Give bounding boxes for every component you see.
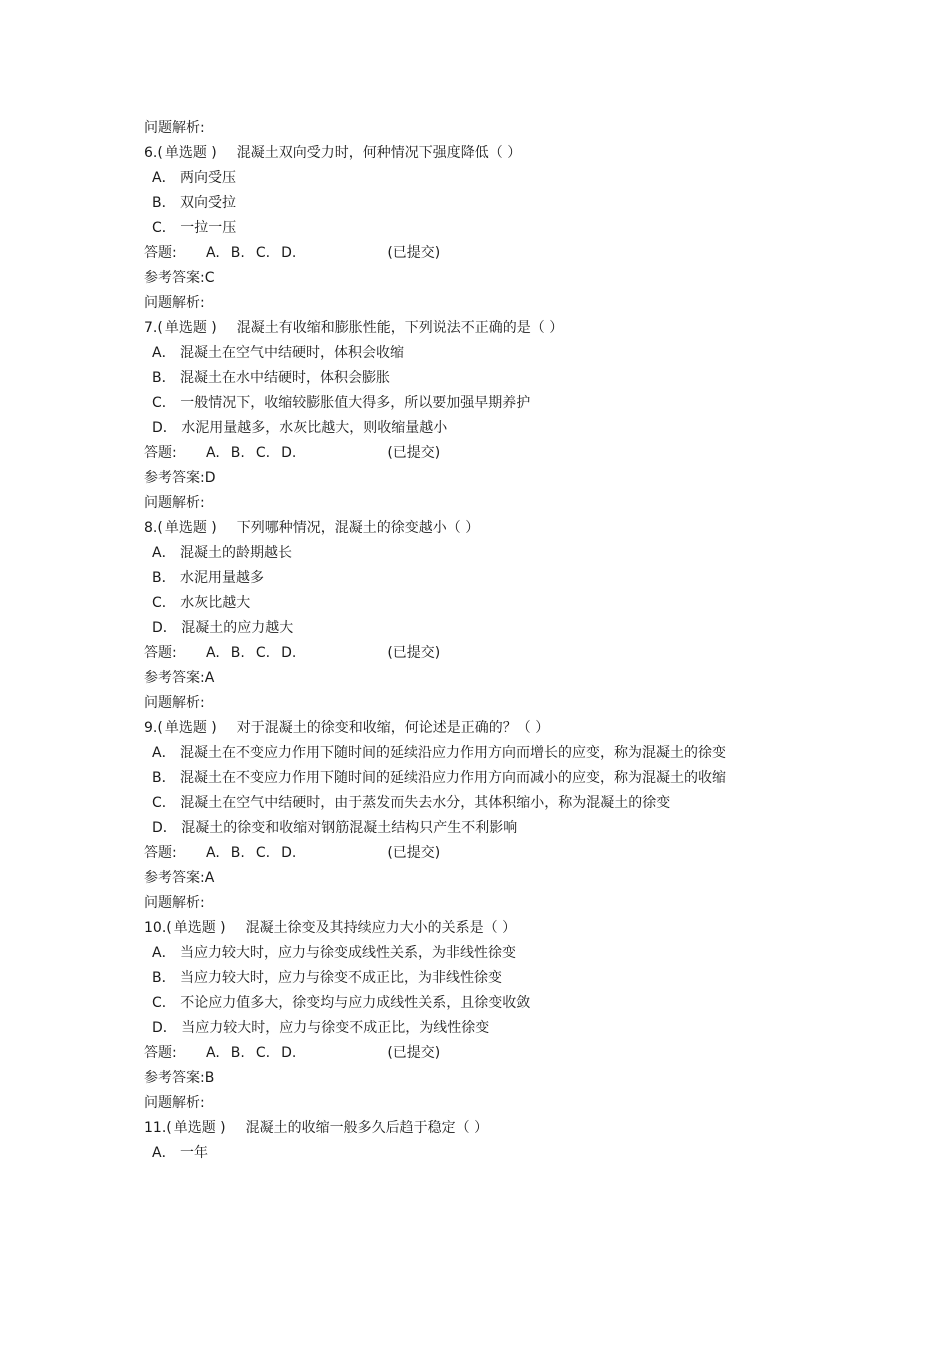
answer-choice: D. [281,845,297,861]
analysis-label: 问题解析: [144,120,205,136]
option-item: B． 混凝土在不变应力作用下随时间的延续沿应力作用方向而减小的应变，称为混凝土的收缩 [152,770,727,786]
question-stem: 混凝土徐变及其持续应力大小的关系是（ ） [245,920,517,936]
answer-label: 答题: [144,245,177,261]
option-item: B． 当应力较大时，应力与徐变不成正比，为非线性徐变 [152,970,503,986]
option-item: C． 混凝土在空气中结硬时，由于蒸发而失去水分，其体积缩小，称为混凝土的徐变 [152,795,671,811]
submitted-status: (已提交) [387,645,441,661]
reference-answer-row [144,1066,764,1091]
reference-answer-label: 参考答案: [144,270,205,286]
question-stem-line [144,316,764,341]
answer-choice: A. [206,845,220,861]
answer-choice: A. [206,245,220,261]
option-item: A． 当应力较大时，应力与徐变成线性关系，为非线性徐变 [152,945,517,961]
document-body [144,116,764,1166]
question-block [144,1116,764,1166]
question-number: 8.( [144,520,163,536]
option-item: A． 混凝土在不变应力作用下随时间的延续沿应力作用方向而增长的应变，称为混凝土的徐变 [152,745,727,761]
question-stem: 下列哪种情况，混凝土的徐变越小（ ） [236,520,480,536]
answer-label: 答题: [144,645,177,661]
analysis-label: 问题解析: [144,295,205,311]
option-item: A． 两向受压 [152,170,237,186]
answer-choice: D. [281,1045,297,1061]
question-type: 单选题 ) [164,520,217,536]
option-item: C． 水灰比越大 [152,595,251,611]
answer-choice: C. [255,645,271,661]
option-item: B． 水泥用量越多 [152,570,265,586]
reference-answer-value: A [204,670,215,686]
answer-row [144,441,764,466]
answer-choice: B. [230,645,245,661]
answer-choice: D. [281,245,297,261]
reference-answer-value: A [204,870,215,886]
submitted-status: (已提交) [387,445,441,461]
question-stem: 混凝土有收缩和膨胀性能，下列说法不正确的是（ ） [236,320,564,336]
answer-choice: B. [230,845,245,861]
question-stem-line [144,141,764,166]
answer-choice: A. [206,645,220,661]
option-item: A． 一年 [152,1145,209,1161]
option-item: C． 一拉一压 [152,220,237,236]
question-type: 单选题 ) [164,720,217,736]
reference-answer-label: 参考答案: [144,670,205,686]
submitted-status: (已提交) [387,845,441,861]
question-block [144,916,764,1116]
question-stem-line [144,916,764,941]
question-type: 单选题 ) [173,920,226,936]
question-number: 11.( [144,1120,172,1136]
option-item: A． 混凝土在空气中结硬时，体积会收缩 [152,345,405,361]
option-item: D． 混凝土的应力越大 [152,620,294,636]
analysis-label: 问题解析: [144,895,205,911]
answer-label: 答题: [144,1045,177,1061]
answer-choice: D. [281,445,297,461]
option-item: B． 混凝土在水中结硬时，体积会膨胀 [152,370,391,386]
answer-choice: B. [230,1045,245,1061]
answer-label: 答题: [144,445,177,461]
answer-row [144,1041,764,1066]
reference-answer-label: 参考答案: [144,470,205,486]
reference-answer-row [144,266,764,291]
reference-answer-row [144,666,764,691]
option-item: B． 双向受拉 [152,195,237,211]
analysis-label: 问题解析: [144,695,205,711]
question-type: 单选题 ) [173,1120,226,1136]
answer-choice: B. [230,245,245,261]
reference-answer-row [144,866,764,891]
option-item: A． 混凝土的龄期越长 [152,545,293,561]
analysis-label: 问题解析: [144,495,205,511]
answer-row [144,241,764,266]
question-block [144,716,764,916]
option-item: C． 不论应力值多大，徐变均与应力成线性关系，且徐变收敛 [152,995,531,1011]
answer-row [144,641,764,666]
question-number: 6.( [144,145,163,161]
question-stem-line [144,1116,764,1141]
option-item: C． 一般情况下，收缩较膨胀值大得多，所以要加强早期养护 [152,395,531,411]
question-number: 7.( [144,320,163,336]
question-number: 9.( [144,720,163,736]
answer-row [144,841,764,866]
answer-choice: A. [206,445,220,461]
reference-answer-value: B [204,1070,215,1086]
question-block [144,141,764,316]
answer-choice: A. [206,1045,220,1061]
answer-choice: D. [281,645,297,661]
option-item: D． 混凝土的徐变和收缩对钢筋混凝土结构只产生不利影响 [152,820,518,836]
reference-answer-label: 参考答案: [144,1070,205,1086]
question-number: 10.( [144,920,172,936]
question-stem: 混凝土的收缩一般多久后趋于稳定（ ） [245,1120,489,1136]
reference-answer-value: C [204,270,215,286]
answer-choice: C. [255,445,271,461]
question-type: 单选题 ) [164,320,217,336]
answer-choice: B. [230,445,245,461]
answer-choice: C. [255,845,271,861]
answer-choice: C. [255,245,271,261]
question-block [144,316,764,516]
analysis-label: 问题解析: [144,1095,205,1111]
reference-answer-label: 参考答案: [144,870,205,886]
answer-choice: C. [255,1045,271,1061]
question-stem-line [144,516,764,541]
answer-label: 答题: [144,845,177,861]
question-stem: 混凝土双向受力时，何种情况下强度降低（ ） [236,145,522,161]
option-item: D． 当应力较大时，应力与徐变不成正比，为线性徐变 [152,1020,490,1036]
reference-answer-value: D [204,470,216,486]
question-block [144,516,764,716]
submitted-status: (已提交) [387,1045,441,1061]
question-stem: 对于混凝土的徐变和收缩，何论述是正确的？（ ） [236,720,550,736]
option-item: D． 水泥用量越多，水灰比越大，则收缩量越小 [152,420,448,436]
question-type: 单选题 ) [164,145,217,161]
question-stem-line [144,716,764,741]
submitted-status: (已提交) [387,245,441,261]
reference-answer-row [144,466,764,491]
